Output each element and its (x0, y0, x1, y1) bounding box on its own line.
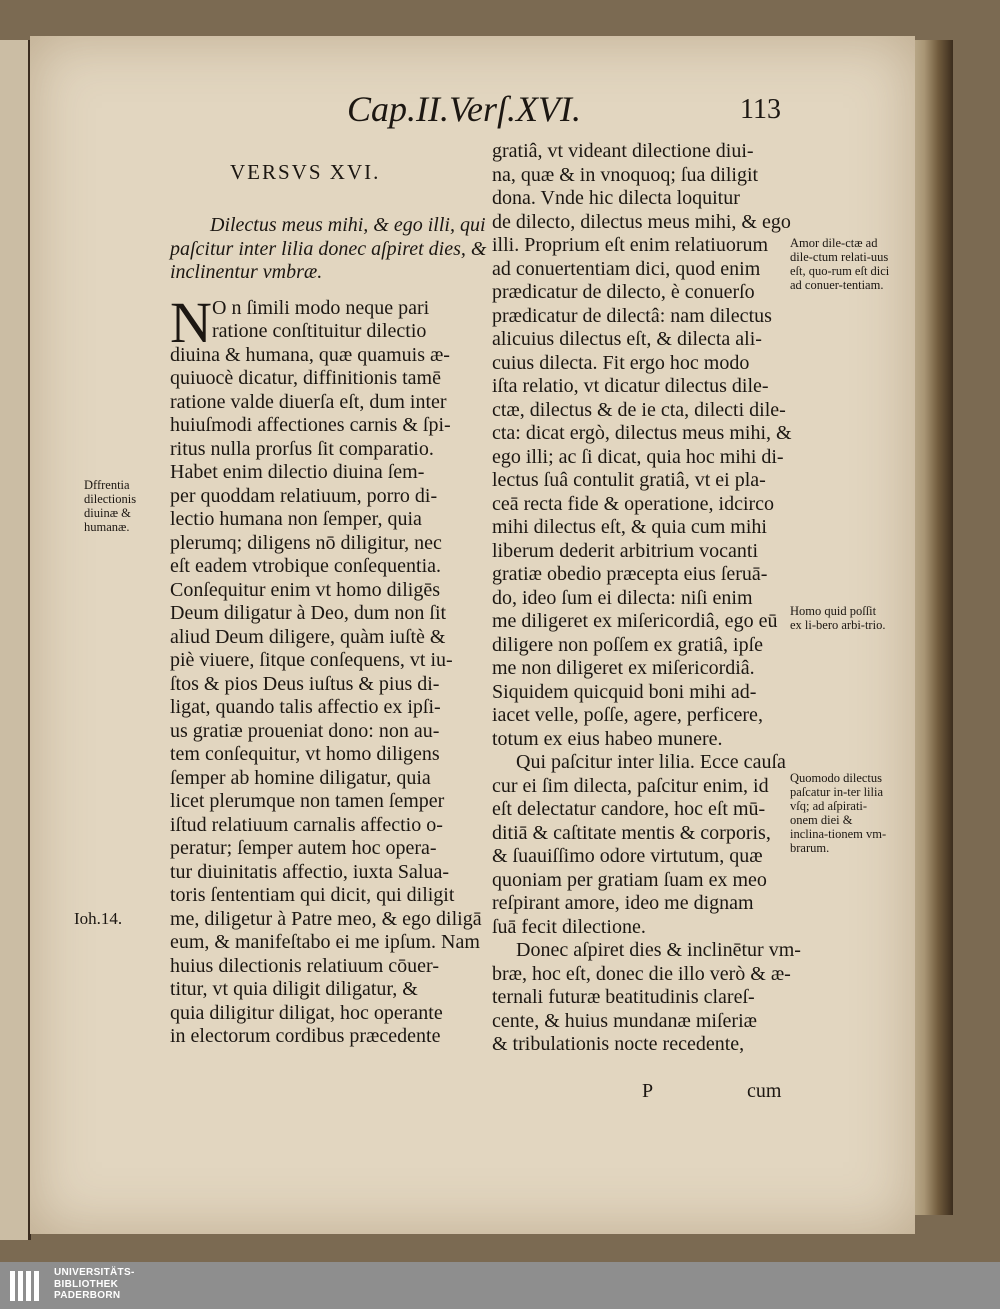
catchword: cum (747, 1080, 782, 1102)
body-line: tur diuinitatis affectio, iuxta Saluа- (170, 860, 450, 883)
margin-note-right: Homo quid poſſit ex li-bero arbi-trio. (790, 604, 886, 632)
body-line: ratione conſtituitur dilectio (212, 320, 427, 342)
body-line: ſemper ab homine diligatur, quia (170, 766, 431, 789)
body-line: Deum diligatur à Deo, dum non ſit (170, 602, 447, 624)
right-column (492, 140, 812, 1057)
body-line: ego illi; ac ſi dicat, quia hoc mihi di- (492, 445, 784, 468)
university-library-logo-icon (8, 1269, 44, 1303)
body-line: ad conuertentiam dici, quod enim (492, 257, 761, 280)
body-line: tem conſequitur, vt homo diligens (170, 743, 440, 765)
body-line: Donec aſpiret dies & inclinētur vm- (516, 939, 801, 961)
body-line: cuius dilecta. Fit ergo hoc modo (492, 351, 750, 374)
body-line: peratur; ſemper autem hoc opera- (170, 837, 437, 859)
body-line: per quoddam relatiuum, porro di- (170, 484, 438, 507)
margin-note-right: Amor dile-ctæ ad dile-ctum relati-uus eſt, quo-rum eſt dici ad conuer-tentiam. (790, 236, 890, 292)
running-head: Cap.II.Verſ.XVI. (347, 89, 581, 129)
body-line: alicuius dilectus eſt, & dilecta ali- (492, 328, 762, 350)
body-line: plerumq; diligens nō diligitur, nec (170, 531, 442, 554)
body-line: & ſuauiſſimo odore virtutum, quæ (492, 845, 763, 867)
body-line: titur, vt quia diligit diligatur, & (170, 978, 418, 1000)
body-line: iſta relatio, vt dicatur dilectus dile- (492, 375, 769, 397)
body-line: prædicatur de dilectâ: nam dilectus (492, 304, 772, 327)
verse-line: Dilectus meus mihi, & ego illi, qui (210, 214, 486, 236)
library-name-line: BIBLIOTHEK (54, 1278, 119, 1290)
body-line: diligere non poſſem ex gratiâ, ipſe (492, 633, 764, 656)
body-line: cur ei ſim dilecta, paſcitur enim, id (492, 774, 769, 797)
body-line: ternali futuræ beatitudinis clareſ- (492, 986, 755, 1008)
book-page (30, 36, 915, 1234)
body-line: na, quæ & in vnoquoq; ſua diligit (492, 163, 759, 186)
body-line: dona. Vnde hic dilecta loquitur (492, 187, 740, 209)
body-line: & tribulationis nocte recedente, (492, 1033, 745, 1055)
library-name-line: UNIVERSITÄTS- (54, 1267, 135, 1278)
body-line: me non diligeret ex miſericordiâ. (492, 657, 755, 679)
body-line: Conſequitur enim vt homo diligēs (170, 578, 440, 601)
body-line: illi. Proprium eſt enim relatiuorum (492, 234, 769, 256)
body-line: toris ſententiam qui dicit, qui diligit (170, 884, 455, 906)
signature-mark: P (642, 1080, 654, 1102)
left-column (170, 214, 487, 1049)
verse-line: inclinentur vmbræ. (170, 261, 323, 283)
body-line: ctæ, dilectus & de ie cta, dilecti dile- (492, 398, 786, 421)
body-line: cta: dicat ergò, dilectus meus mihi, & (492, 422, 792, 444)
body-line: eſt delectatur candore, hoc eſt mū- (492, 798, 766, 820)
body-line: do, ideo ſum ei dilecta: niſi enim (492, 586, 753, 609)
body-line: ratione valde diuerſa eſt, dum inter (170, 390, 447, 413)
body-line: me diligeret ex miſericordiâ, ego eū (492, 610, 778, 632)
body-line: piè viuere, ſitque conſequens, vt iu- (170, 649, 453, 671)
body-line: aliud Deum diligere, quàm iuſtè & (170, 625, 446, 648)
body-line: eum, & manifeſtabo ei me ipſum. Nam (170, 931, 480, 953)
body-line: iacet velle, poſſe, agere, perficere, (492, 704, 763, 726)
margin-note-right: Quomodo dilectus paſcatur in-ter lilia vſq; ad aſpirati-onem diei & inclina-tionem vm-brarum. (790, 771, 887, 855)
footer-bar (0, 1262, 1000, 1309)
body-line: ditiā & caſtitate mentis & corporis, (492, 821, 771, 844)
body-line: ritus nulla prorſus ſit comparatio. (170, 437, 434, 460)
body-line: diuina & humana, quæ quamuis æ- (170, 343, 450, 366)
body-line: in electorum cordibus præcedente (170, 1025, 441, 1047)
body-line: quiuocè dicatur, diffinitionis tamē (170, 367, 441, 389)
body-line: quia diligitur diligat, hoc operante (170, 1001, 443, 1024)
body-line: me, diligetur à Patre meo, & ego diligā (170, 907, 482, 930)
body-line: ſuā fecit dilectione. (492, 915, 646, 938)
verse-line: paſcitur inter lilia donec aſpiret dies, & (170, 237, 487, 260)
body-line: mihi dilectus eſt, & quia cum mihi (492, 516, 767, 538)
body-line: huiuſmodi affectiones carnis & ſpi- (170, 414, 451, 436)
dropcap: N (170, 289, 212, 355)
library-name (54, 1267, 135, 1302)
body-line: huius dilectionis relatiuum cōuer- (170, 954, 439, 977)
body-line: gratiæ obedio præcepta eius ſeruā- (492, 563, 768, 585)
body-line: bræ, hoc eſt, donec die illo verò & æ- (492, 962, 791, 985)
body-line: O n ſimili modo neque pari (212, 296, 430, 319)
body-line: lectio humana non ſemper, quia (170, 508, 422, 530)
body-line: ſtos & pios Deus iuſtus & pius di- (170, 672, 440, 695)
library-name-line: PADERBORN (54, 1290, 121, 1301)
body-line: totum ex eius habeo munere. (492, 727, 723, 750)
body-line: gratiâ, vt videant dilectione diui- (492, 140, 754, 162)
body-line: liberum dederit arbitrium vocanti (492, 539, 759, 562)
body-line: iſtud relatiuum carnalis affectio o- (170, 813, 443, 836)
body-line: prædicatur de dilecto, è conuerſo (492, 281, 755, 303)
body-line: ceā recta fide & operatione, idcirco (492, 492, 775, 515)
body-line: Habet enim dilectio diuina ſem- (170, 461, 425, 483)
body-line: lectus ſuâ contulit gratiâ, vt ei pla- (492, 469, 766, 491)
body-line: reſpirant amore, ideo me dignam (492, 892, 754, 914)
section-title: VERSVS XVI. (230, 160, 381, 184)
margin-note-reference: Ioh.14. (74, 909, 123, 928)
body-line: Qui paſcitur inter lilia. Ecce cauſa (516, 751, 786, 773)
body-line: Siquidem quicquid boni mihi ad- (492, 680, 757, 703)
body-line: us gratiæ proueniat dono: non au- (170, 719, 440, 742)
body-line: licet plerumque non tamen ſemper (170, 790, 445, 812)
body-line: de dilecto, dilectus meus mihi, & ego (492, 210, 791, 233)
margin-note-left: Dffrentia dilectionis diuinæ & humanæ. (84, 478, 137, 534)
body-line: cente, & huius mundanæ miſeriæ (492, 1009, 757, 1032)
body-line: ligat, quando talis affectio ex ipſi- (170, 696, 441, 718)
body-line: quoniam per gratiam ſuam ex meo (492, 868, 767, 891)
body-line: eſt eadem vtrobique conſequentia. (170, 555, 442, 577)
page-number: 113 (740, 94, 781, 125)
previous-page-edge (0, 40, 31, 1240)
